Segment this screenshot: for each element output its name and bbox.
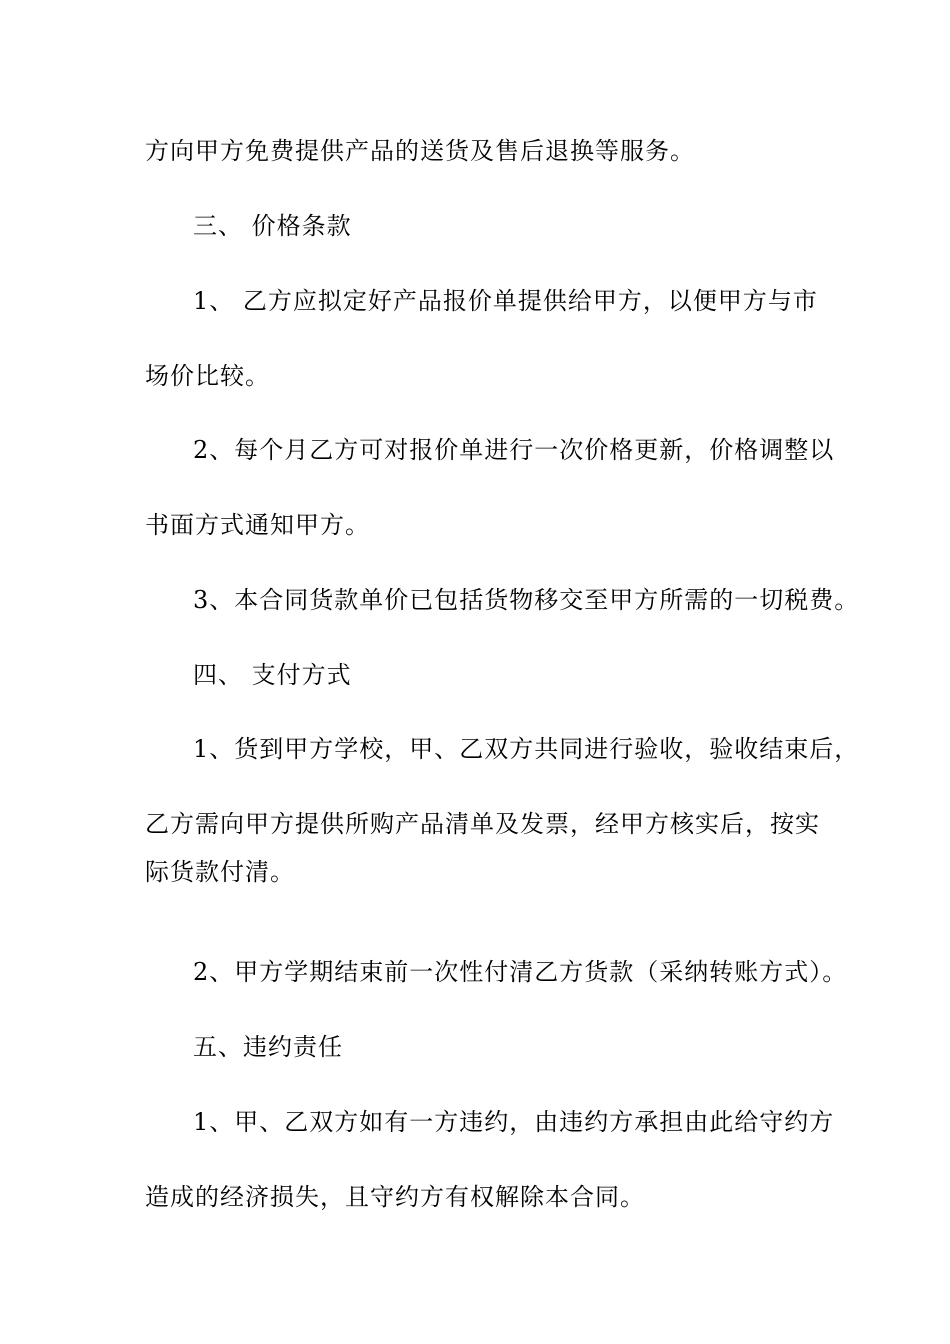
paragraph-line: 1、甲、乙双方如有一方违约，由违约方承担由此给守约方 (193, 1108, 835, 1136)
paragraph-line: 3、本合同货款单价已包括货物移交至甲方所需的一切税费。 (193, 586, 860, 614)
section-heading-payment: 四、 支付方式 (193, 661, 352, 689)
paragraph-line: 1、 乙方应拟定好产品报价单提供给甲方，以便甲方与市 (193, 287, 818, 315)
section-heading-price-terms: 三、 价格条款 (193, 212, 352, 240)
paragraph-line: 书面方式通知甲方。 (145, 511, 370, 539)
paragraph-line: 际货款付清。 (145, 858, 295, 886)
paragraph-line: 方向甲方免费提供产品的送货及售后退换等服务。 (145, 137, 695, 165)
paragraph-line: 造成的经济损失，且守约方有权解除本合同。 (145, 1183, 645, 1211)
section-heading-breach: 五、违约责任 (193, 1033, 343, 1061)
paragraph-line: 场价比较。 (145, 362, 270, 390)
paragraph-line: 2、甲方学期结束前一次性付清乙方货款（采纳转账方式）。 (193, 958, 848, 986)
paragraph-line: 乙方需向甲方提供所购产品清单及发票，经甲方核实后，按实 (145, 810, 820, 838)
paragraph-line: 1、货到甲方学校，甲、乙双方共同进行验收，验收结束后， (193, 735, 860, 763)
paragraph-line: 2、每个月乙方可对报价单进行一次价格更新，价格调整以 (193, 436, 835, 464)
